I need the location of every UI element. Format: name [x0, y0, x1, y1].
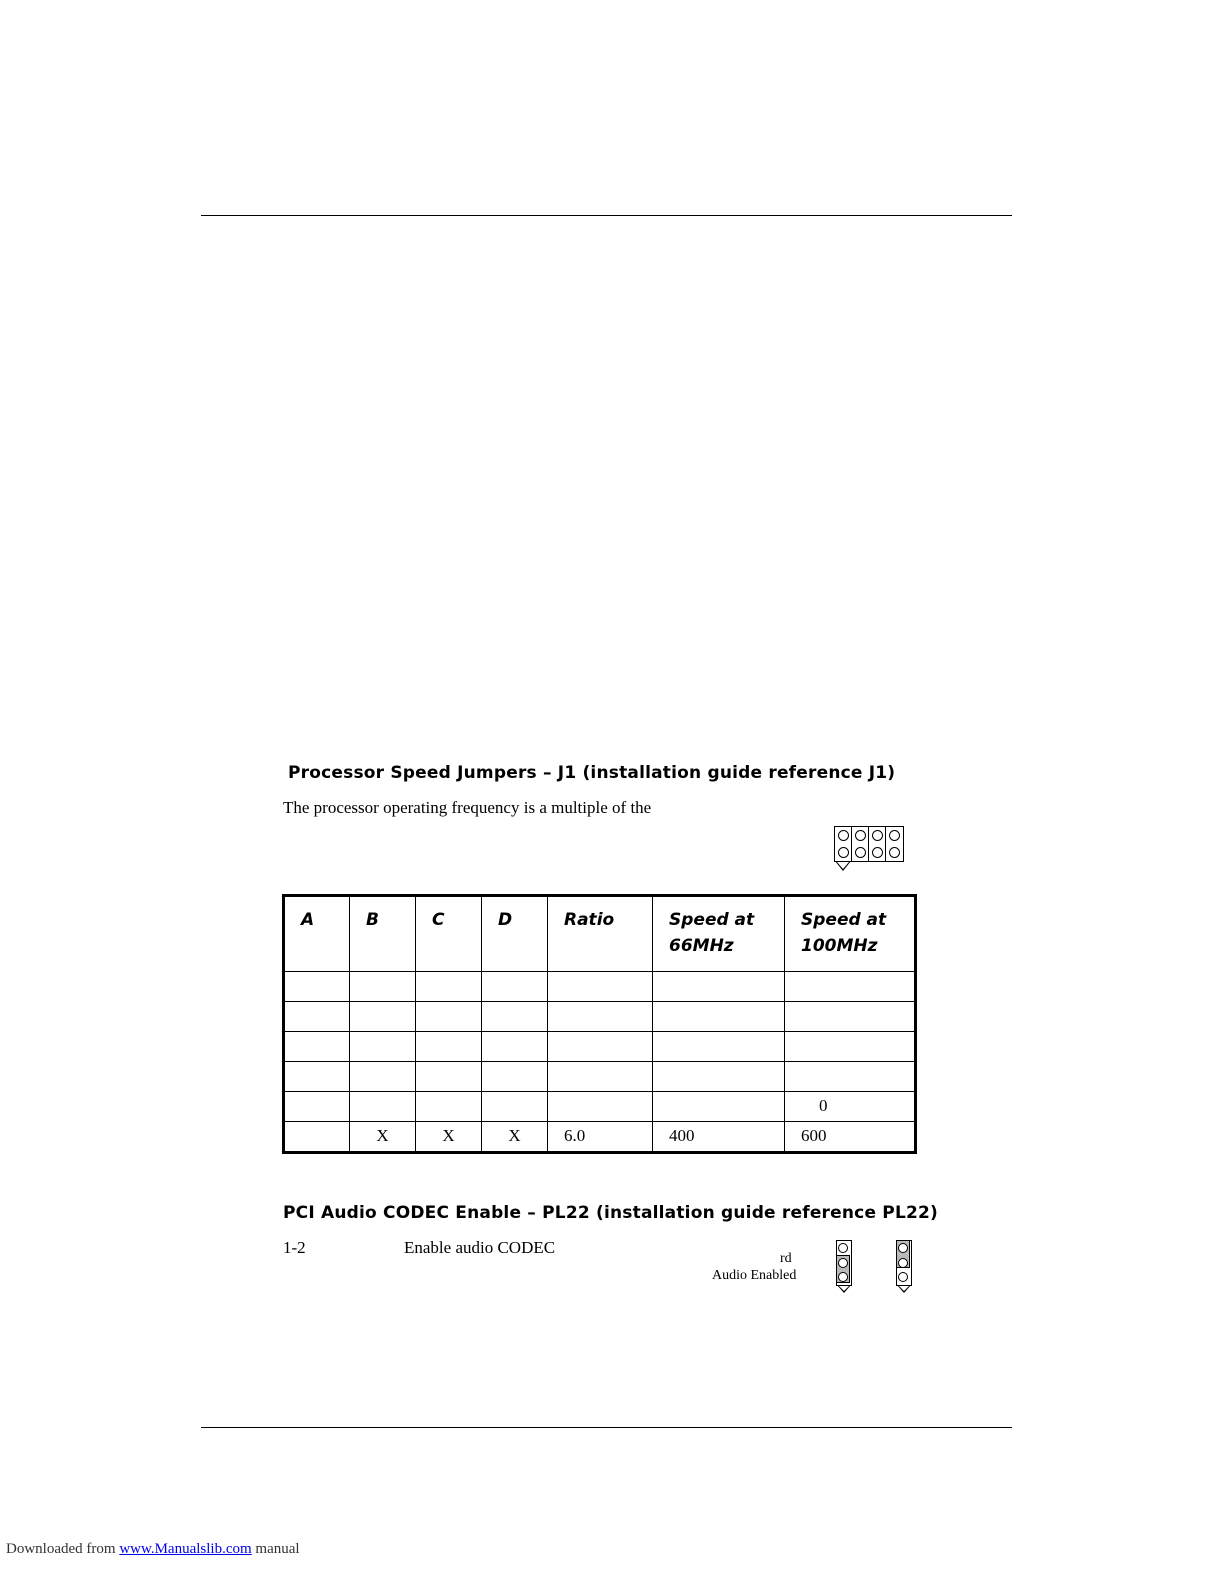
pl22-jumper-pins-1-2	[896, 1240, 912, 1300]
manualslib-link[interactable]: www.Manualslib.com	[119, 1541, 252, 1557]
table-cell	[653, 1032, 785, 1062]
jumper-pin	[838, 1258, 848, 1268]
table-cell	[548, 972, 653, 1002]
jumper-pin	[872, 830, 883, 841]
table-row	[284, 1002, 916, 1032]
table-cell	[548, 1002, 653, 1032]
table-cell	[416, 1092, 482, 1122]
pl22-setting-description: Enable audio CODEC	[404, 1238, 556, 1257]
table-cell	[785, 972, 916, 1002]
column-header-a: A	[284, 896, 350, 972]
table-cell	[284, 1092, 350, 1122]
table-cell	[284, 1032, 350, 1062]
pl22-section-heading: PCI Audio CODEC Enable – PL22 (installation guide reference PL22)	[283, 1203, 939, 1223]
table-cell	[482, 1092, 548, 1122]
pin1-arrow-icon	[835, 861, 851, 871]
table-cell	[653, 1002, 785, 1032]
j1-jumper-diagram	[834, 826, 904, 872]
jumper-pin	[898, 1258, 908, 1268]
column-header-speed-100: Speed at 100MHz	[785, 896, 916, 972]
table-cell	[350, 1062, 416, 1092]
pin1-arrow-icon	[897, 1285, 911, 1293]
table-cell: 6.0	[548, 1122, 653, 1153]
table-cell: X	[350, 1122, 416, 1153]
column-header-c: C	[416, 896, 482, 972]
table-row	[284, 1122, 916, 1153]
table-row	[284, 1062, 916, 1092]
table-header-row	[284, 896, 916, 972]
table-row	[284, 1032, 916, 1062]
header-rule	[201, 215, 1012, 216]
table-cell	[284, 1002, 350, 1032]
download-footer	[6, 1541, 300, 1558]
footer-suffix: manual	[251, 1541, 300, 1557]
table-cell	[653, 1062, 785, 1092]
table-cell	[482, 1002, 548, 1032]
table-cell: 400	[653, 1122, 785, 1153]
processor-speed-table	[282, 894, 917, 1154]
table-cell	[482, 972, 548, 1002]
jumper-pin	[855, 830, 866, 841]
table-cell	[416, 972, 482, 1002]
table-cell	[284, 1122, 350, 1153]
column-header-d: D	[482, 896, 548, 972]
table-cell	[548, 1092, 653, 1122]
table-cell	[350, 1032, 416, 1062]
jumper-pin	[838, 847, 849, 858]
table-row	[284, 1092, 916, 1122]
jumper-pin	[889, 847, 900, 858]
j1-section-heading: Processor Speed Jumpers – J1 (installation guide reference J1)	[288, 763, 896, 783]
jumper-pin	[889, 830, 900, 841]
jumper-pin	[872, 847, 883, 858]
table-cell	[350, 972, 416, 1002]
pl22-setting-value: 1-2	[283, 1238, 306, 1257]
j1-paragraph: The processor operating frequency is a multiple of the	[283, 798, 652, 817]
table-cell	[785, 1002, 916, 1032]
table-cell	[653, 1092, 785, 1122]
jumper-pin	[838, 1243, 848, 1253]
diagram-label-rd: rd	[780, 1251, 792, 1266]
table-cell	[482, 1062, 548, 1092]
jumper-pin	[855, 847, 866, 858]
table-cell	[416, 1032, 482, 1062]
column-header-b: B	[350, 896, 416, 972]
table-cell	[416, 1002, 482, 1032]
table-cell	[548, 1032, 653, 1062]
table-cell	[785, 1062, 916, 1092]
table-cell	[548, 1062, 653, 1092]
table-cell: 0	[785, 1092, 916, 1122]
table-cell	[284, 1062, 350, 1092]
pl22-jumper-pins-2-3	[836, 1240, 852, 1300]
table-cell: X	[416, 1122, 482, 1153]
table-cell	[416, 1062, 482, 1092]
table-cell: 600	[785, 1122, 916, 1153]
diagram-label-audio-enabled: Audio Enabled	[712, 1268, 797, 1283]
column-header-ratio: Ratio	[548, 896, 653, 972]
jumper-pin	[838, 1272, 848, 1282]
jumper-pin	[898, 1243, 908, 1253]
table-cell	[350, 1092, 416, 1122]
footer-prefix: Downloaded from	[6, 1541, 120, 1557]
table-cell: X	[482, 1122, 548, 1153]
table-row	[284, 972, 916, 1002]
footer-rule	[201, 1427, 1012, 1428]
column-header-speed-66: Speed at 66MHz	[653, 896, 785, 972]
jumper-pin	[838, 830, 849, 841]
pin1-arrow-icon	[837, 1285, 851, 1293]
table-cell	[350, 1002, 416, 1032]
table-cell	[653, 972, 785, 1002]
table-cell	[785, 1032, 916, 1062]
jumper-pin	[898, 1272, 908, 1282]
table-cell	[284, 972, 350, 1002]
table-cell	[482, 1032, 548, 1062]
